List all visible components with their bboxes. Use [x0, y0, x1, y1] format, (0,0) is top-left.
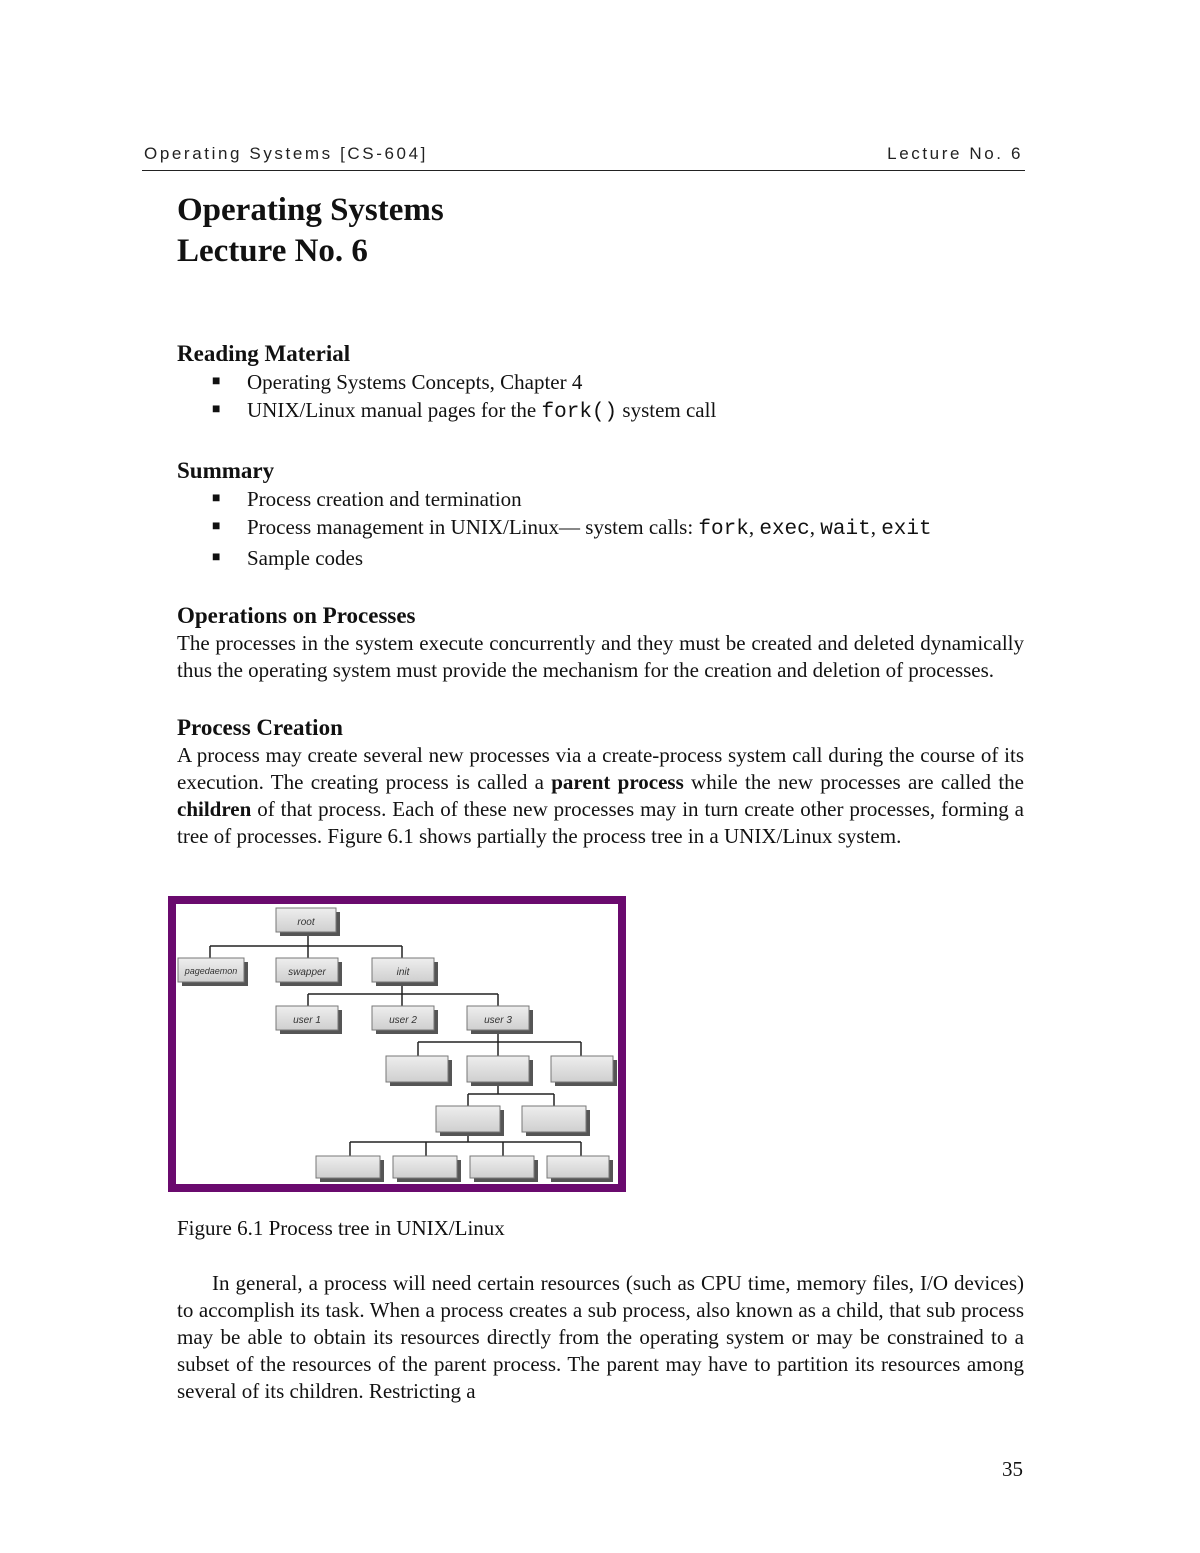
list-item-text: UNIX/Linux manual pages for the [247, 398, 542, 422]
separator: , [809, 515, 821, 539]
process-tree-figure [168, 896, 626, 1192]
operations-heading: Operations on Processes [177, 603, 416, 628]
node-pagedaemon [178, 958, 248, 986]
bullet-icon: ■ [212, 491, 221, 506]
list-item-text: Operating Systems Concepts, Chapter 4 [247, 370, 583, 394]
reading-heading: Reading Material [177, 341, 351, 366]
title-line-2: Lecture No. 6 [177, 233, 368, 269]
list-item [177, 485, 1024, 513]
paragraph-text: A process may create several new processes via a create-process system call during the course of its execution. The creating process is called a [177, 743, 1024, 794]
summary-list [177, 485, 1024, 572]
code-exit: exit [881, 518, 932, 541]
code-exec: exec [759, 518, 810, 541]
node-unlabeled [386, 1056, 452, 1086]
term-parent-process: parent process [551, 770, 684, 794]
creation-heading: Process Creation [177, 715, 343, 740]
list-item [177, 513, 1024, 544]
figure-caption: Figure 6.1 Process tree in UNIX/Linux [177, 1216, 505, 1240]
node-unlabeled [467, 1056, 533, 1086]
node-user1 [276, 1006, 342, 1034]
paragraph-text: of that process. Each of these new processes may in turn create other processes, forming a tree of processes. Figure 6.1 shows partially the process tree in a UNIX/Linux system. [177, 797, 1024, 848]
code-fork: fork [698, 518, 749, 541]
node-label-swapper: swapper [288, 967, 326, 978]
list-item-text: Process creation and termination [247, 487, 522, 511]
separator: , [870, 515, 882, 539]
node-label-pagedaemon: pagedaemon [184, 966, 238, 976]
code-wait: wait [820, 518, 871, 541]
header-course: Operating Systems [CS-604] [144, 144, 428, 163]
list-item-text: Process management in UNIX/Linux— system calls: [247, 515, 699, 539]
list-item [177, 396, 1024, 427]
page-title [177, 190, 1024, 272]
node-label-user1: user 1 [293, 1015, 321, 1026]
node-unlabeled [551, 1056, 617, 1086]
list-item [177, 544, 1024, 572]
node-unlabeled [470, 1156, 538, 1182]
node-label-user3: user 3 [484, 1015, 512, 1026]
summary-heading: Summary [177, 458, 275, 483]
node-user2 [372, 1006, 438, 1034]
node-unlabeled [393, 1156, 461, 1182]
creation-paragraph [177, 742, 1024, 850]
bullet-icon: ■ [212, 402, 221, 417]
general-paragraph: In general, a process will need certain resources (such as CPU time, memory files, I/O devices) to accomplish its task. When a process creates a sub process, also known as a child, that sub process may be able to obtain its resources directly from the operating system or may be constrained to a subset of the resources of the parent process. The parent may have to partition its resources among several of its children. Restricting a [177, 1271, 1024, 1403]
node-swapper [276, 958, 342, 986]
node-unlabeled [316, 1156, 384, 1182]
list-item-text: system call [617, 398, 717, 422]
code-fork: fork() [541, 401, 618, 424]
figure-frame [172, 900, 622, 1188]
operations-paragraph: The processes in the system execute concurrently and they must be created and deleted dynamically thus the operating system must provide the mechanism for the creation and deletion of processes. [177, 631, 1024, 682]
node-init [372, 958, 438, 986]
node-root [276, 908, 340, 936]
process-tree-diagram [168, 896, 626, 1192]
header-lecture: Lecture No. 6 [887, 144, 1023, 163]
separator: , [748, 515, 760, 539]
reading-list [177, 368, 1024, 427]
bullet-icon: ■ [212, 550, 221, 565]
bullet-icon: ■ [212, 519, 221, 534]
title-line-1: Operating Systems [177, 192, 444, 228]
term-children: children [177, 797, 252, 821]
list-item [177, 368, 1024, 396]
page-number: 35 [1002, 1457, 1023, 1481]
node-label-root: root [297, 917, 315, 928]
node-unlabeled [522, 1106, 590, 1136]
running-header [142, 142, 1025, 171]
node-unlabeled [547, 1156, 613, 1182]
node-unlabeled [436, 1106, 504, 1136]
paragraph-text: while the new processes are called the [683, 770, 1024, 794]
list-item-text: Sample codes [247, 546, 364, 570]
node-label-init: init [396, 967, 410, 978]
bullet-icon: ■ [212, 374, 221, 389]
main-content [177, 190, 1024, 850]
node-label-user2: user 2 [389, 1015, 417, 1026]
node-user3 [467, 1006, 533, 1034]
general-section [177, 1270, 1024, 1405]
